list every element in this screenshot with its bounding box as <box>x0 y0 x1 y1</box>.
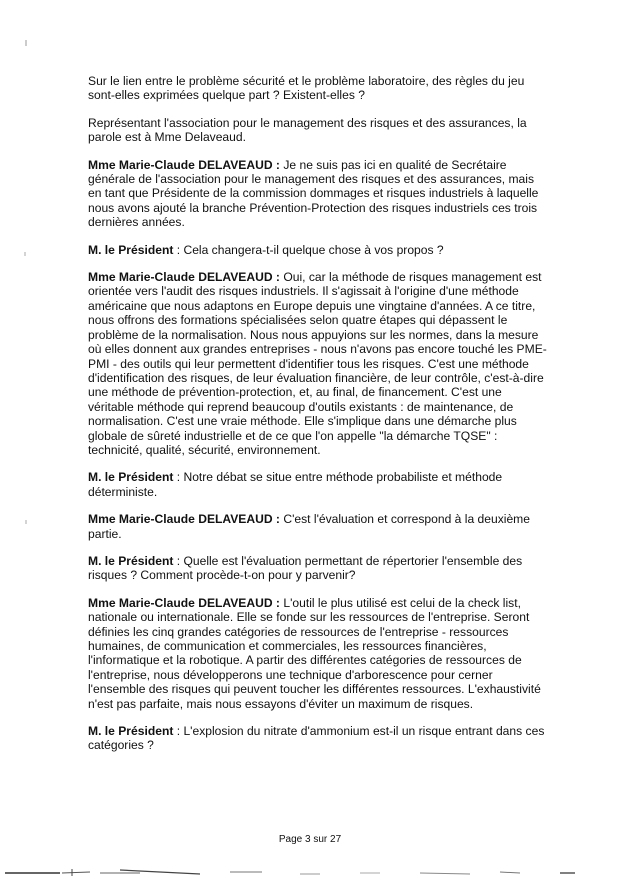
speaker-label: Mme Marie-Claude DELAVEAUD : <box>88 595 280 610</box>
paragraph-9 <box>88 596 550 711</box>
speaker-label: M. le Président <box>88 724 174 739</box>
paragraph-4 <box>88 243 550 257</box>
paragraph-text: Sur le lien entre le problème sécurité et le problème laboratoire, des règles du jeu sont-elles exprimées quelque part ? Existent-elles ? <box>88 74 525 103</box>
paragraph-text: Oui, car la méthode de risques management est orientée vers l'audit des risques industriels. Il s'agissait à l'origine d'une méthode américaine que nous adaptons en Europe depuis une vingtaine d'années. A ce titre, nous offrons des formations spécialisées selon quatre étapes qui dépassent le problème de la normalisation. Nous nous appuyions sur les normes, dans la mesure où elles donnent aux grandes entreprises - nous n'avons pas encore touché les PME-PMI - des outils qui leur permettent d'identifier tous les risques. C'est une méthode d'identification des risques, de leur évaluation financière, de leur contrôle, c'est-à-dire une méthode de prévention-protection, et, au final, de financement. C'est une véritable méthode qui reprend beaucoup d'outils existants : de maintenance, de normalisation. C'est une vraie méthode. Elle s'implique dans une démarche plus globale de sûreté industrielle et de ce que l'on appelle "la démarche TQSE" : technicité, qualité, sécurité, environnement. <box>88 270 547 457</box>
paragraph-text: : Quelle est l'évaluation permettant de répertorier l'ensemble des risques ? Comment procède-t-on pour y parvenir? <box>88 553 523 583</box>
speaker-label: Mme Marie-Claude DELAVEAUD : <box>88 157 280 172</box>
paragraph-3 <box>88 158 550 230</box>
speaker-label: Mme Marie-Claude DELAVEAUD : <box>88 512 280 527</box>
paragraph-7 <box>88 512 550 541</box>
paragraph-text: Représentant l'association pour le management des risques et des assurances, la parole est à Mme Delaveaud. <box>88 115 527 145</box>
paragraph-text: : L'explosion du nitrate d'ammonium est-il un risque entrant dans ces catégories ? <box>88 724 545 753</box>
paragraph-2 <box>88 116 550 145</box>
paragraph-5 <box>88 270 550 457</box>
paragraph-text: : Notre débat se situe entre méthode probabiliste et méthode déterministe. <box>88 470 503 499</box>
paragraph-6 <box>88 470 550 499</box>
paragraph-text: L'outil le plus utilisé est celui de la check list, nationale ou internationale. Elle se fonde sur les ressources de l'entreprise. Seront définies les cinq grandes catégories de ressources de l'entreprise - ressources humaines, de communication et commerciales, les ressources financières, l'informatique et la robotique. A partir des différentes catégories de ressources de l'entreprise, nous développerons une technique d'arborescence pour cerner l'ensemble des risques qui peuvent toucher les différentes ressources. L'exhaustivité n'est pas parfaite, mais nous essayons d'éviter un maximum de risques. <box>88 595 541 711</box>
transcript-body <box>88 74 550 766</box>
paragraph-10 <box>88 724 550 753</box>
page-number: Page 3 sur 27 <box>278 834 342 845</box>
paragraph-1 <box>88 74 550 103</box>
speaker-label: M. le Président <box>88 242 174 257</box>
speaker-label: M. le Président <box>88 553 174 568</box>
speaker-label: Mme Marie-Claude DELAVEAUD : <box>88 270 280 285</box>
paragraph-text: : Cela changera-t-il quelque chose à vos propos ? <box>176 242 444 257</box>
paragraph-8 <box>88 554 550 583</box>
speaker-label: M. le Président <box>88 470 174 485</box>
paragraph-text: Je ne suis pas ici en qualité de Secrétaire générale de l'association pour le management des risques et des assurances, mais en tant que Présidente de la commission dommages et risques industriels à laquelle nous avons ajouté la branche Prévention-Protection des risques industriels ces trois dernières années. <box>88 157 539 230</box>
paragraph-text: C'est l'évaluation et correspond à la deuxième partie. <box>88 512 530 541</box>
